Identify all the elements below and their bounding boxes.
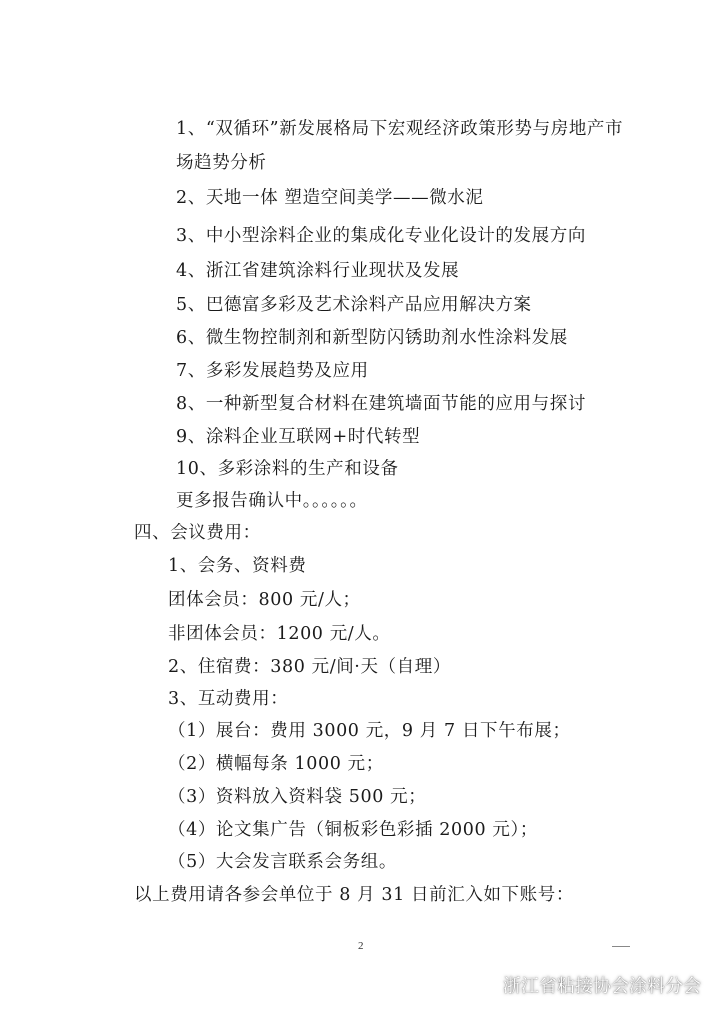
more-reports-note: 更多报告确认中。。。。。。 (176, 491, 368, 511)
agenda-item-3: 3、中小型涂料企业的集成化专业化设计的发展方向 (176, 226, 586, 246)
agenda-item-6: 6、微生物控制剂和新型防闪锈助剂水性涂料发展 (176, 328, 568, 348)
section-heading-fees: 四、会议费用： (134, 523, 261, 543)
interactive-fee-materials-bag: （3）资料放入资料袋 500 元； (168, 787, 427, 807)
agenda-item-1: 1、“双循环”新发展格局下宏观经济政策形势与房地产市 (176, 119, 624, 139)
agenda-item-5: 5、巴德富多彩及艺术涂料产品应用解决方案 (176, 295, 532, 315)
interactive-fee-banner: （2）横幅每条 1000 元； (168, 754, 384, 774)
agenda-item-9: 9、涂料企业互联网+时代转型 (176, 427, 421, 447)
fee-item-conference-materials: 1、会务、资料费 (168, 556, 307, 576)
fee-item-interactive: 3、互动费用： (168, 689, 289, 709)
footer-divider (612, 946, 630, 947)
watermark (473, 972, 701, 998)
interactive-fee-speech: （5）大会发言联系会务组。 (168, 852, 397, 872)
agenda-item-4: 4、浙江省建筑涂料行业现状及发展 (176, 261, 460, 281)
agenda-item-8: 8、一种新型复合材料在建筑墙面节能的应用与探讨 (176, 394, 586, 414)
agenda-item-2: 2、天地一体 塑造空间美学——微水泥 (176, 188, 484, 208)
payment-deadline-note: 以上费用请各参会单位于 8 月 31 日前汇入如下账号： (134, 885, 574, 905)
watermark-text: 浙江省粘接协会涂料分会 (503, 976, 701, 997)
fee-group-member: 团体会员：800 元/人； (168, 590, 361, 610)
agenda-item-10: 10、多彩涂料的生产和设备 (176, 459, 399, 479)
agenda-item-1-continued: 场趋势分析 (176, 153, 267, 173)
interactive-fee-proceedings-ad: （4）论文集广告（铜板彩色彩插 2000 元）； (168, 820, 538, 840)
page-number: 2 (358, 940, 364, 952)
wechat-icon (473, 974, 497, 996)
fee-non-member: 非团体会员：1200 元/人。 (168, 624, 391, 644)
fee-item-accommodation: 2、住宿费：380 元/间·天（自理） (168, 657, 451, 677)
interactive-fee-booth: （1）展台：费用 3000 元，9 月 7 日下午布展； (168, 721, 571, 741)
agenda-item-7: 7、多彩发展趋势及应用 (176, 361, 369, 381)
